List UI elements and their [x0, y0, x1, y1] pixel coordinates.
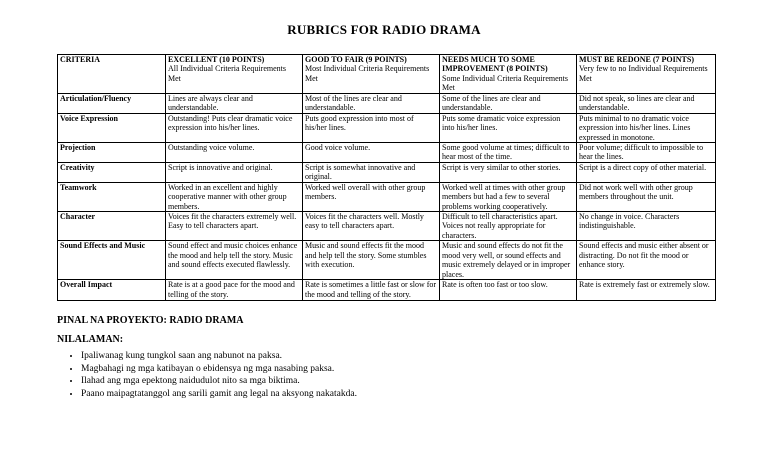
table-cell: Script is innovative and original.	[166, 163, 303, 183]
table-cell: Puts good expression into most of his/her lines.	[303, 113, 440, 142]
header-sublabel: All Individual Criteria Requirements Met	[168, 64, 286, 83]
table-cell: Difficult to tell characteristics apart. Voices not really appropriate for characters.	[440, 212, 577, 241]
table-cell: Poor volume; difficult to impossible to hear the lines.	[577, 143, 716, 163]
table-cell: Voices fit the characters well. Mostly easy to tell characters apart.	[303, 212, 440, 241]
table-cell: Lines are always clear and understandable.	[166, 94, 303, 114]
table-cell: Sound effect and music choices enhance the mood and help tell the story. Music and sound effects executed flawlessly.	[166, 241, 303, 280]
table-header-row	[58, 55, 716, 94]
content-label: NILALAMAN:	[57, 334, 124, 345]
table-row	[58, 280, 716, 301]
header-cell	[577, 55, 716, 94]
list-item: • Ilahad ang mga epektong naidudulot nito sa mga biktima.	[81, 375, 357, 388]
header-label: NEEDS MUCH TO SOME IMPROVEMENT (8 POINTS)	[442, 55, 548, 74]
table-cell: Rate is extremely fast or extremely slow.	[577, 280, 716, 301]
criteria-cell: Teamwork	[58, 182, 166, 211]
criteria-cell: Projection	[58, 143, 166, 163]
table-row	[58, 182, 716, 211]
header-sublabel: Most Individual Criteria Requirements Met	[305, 64, 430, 83]
table-cell: Some of the lines are clear and understandable.	[440, 94, 577, 114]
list-item: • Ipaliwanag kung tungkol saan ang nabunot na paksa.	[81, 350, 357, 363]
header-sublabel: Very few to no Individual Requirements Met	[579, 64, 708, 83]
table-cell: Rate is sometimes a little fast or slow for the mood and telling of the story.	[303, 280, 440, 301]
table-cell: Music and sound effects fit the mood and help tell the story. Some stumbles with execution.	[303, 241, 440, 280]
header-cell	[58, 55, 166, 94]
table-cell: Sound effects and music either absent or distracting. Do not fit the mood or enhance story.	[577, 241, 716, 280]
header-label: EXCELLENT (10 POINTS)	[168, 55, 265, 64]
content-list	[57, 350, 357, 400]
list-item: • Magbahagi ng mga katibayan o ebidensya ng mga nasabing paksa.	[81, 363, 357, 376]
table-cell: Script is somewhat innovative and original.	[303, 163, 440, 183]
table-cell: Puts minimal to no dramatic voice expression into his/her lines. Lines expressed in monotone.	[577, 113, 716, 142]
table-cell: Outstanding voice volume.	[166, 143, 303, 163]
table-row	[58, 241, 716, 280]
criteria-cell: Sound Effects and Music	[58, 241, 166, 280]
table-cell: Script is a direct copy of other material.	[577, 163, 716, 183]
criteria-cell: Voice Expression	[58, 113, 166, 142]
table-row	[58, 113, 716, 142]
header-cell	[303, 55, 440, 94]
criteria-cell: Overall Impact	[58, 280, 166, 301]
list-item: • Paano maipagtatanggol ang sarili gamit ang legal na aksyong nakatakda.	[81, 388, 357, 401]
table-cell: Rate is at a good pace for the mood and telling of the story.	[166, 280, 303, 301]
table-cell: No change in voice. Characters indistinguishable.	[577, 212, 716, 241]
table-row	[58, 143, 716, 163]
criteria-cell: Character	[58, 212, 166, 241]
table-row	[58, 94, 716, 114]
header-cell	[166, 55, 303, 94]
table-cell: Script is very similar to other stories.	[440, 163, 577, 183]
table-cell: Some good volume at times; difficult to hear most of the time.	[440, 143, 577, 163]
table-cell: Outstanding! Puts clear dramatic voice expression into his/her lines.	[166, 113, 303, 142]
table-cell: Did not speak, so lines are clear and understandable.	[577, 94, 716, 114]
table-cell: Rate is often too fast or too slow.	[440, 280, 577, 301]
table-cell: Worked well at times with other group members but had a few to several problems working cooperatively.	[440, 182, 577, 211]
criteria-cell: Articulation/Fluency	[58, 94, 166, 114]
table-cell: Most of the lines are clear and understandable.	[303, 94, 440, 114]
table-cell: Worked well overall with other group members.	[303, 182, 440, 211]
table-cell: Voices fit the characters extremely well. Easy to tell characters apart.	[166, 212, 303, 241]
table-cell: Music and sound effects do not fit the mood very well, or sound effects and music extremely delayed or in improper places.	[440, 241, 577, 280]
header-label: MUST BE REDONE (7 POINTS)	[579, 55, 694, 64]
table-cell: Puts some dramatic voice expression into his/her lines.	[440, 113, 577, 142]
rubric-table	[57, 54, 716, 301]
header-sublabel: Some Individual Criteria Requirements Met	[442, 73, 568, 93]
table-cell: Worked in an excellent and highly cooperative manner with other group members.	[166, 182, 303, 211]
project-title: PINAL NA PROYEKTO: RADIO DRAMA	[57, 315, 244, 326]
table-row	[58, 163, 716, 183]
criteria-cell: Creativity	[58, 163, 166, 183]
table-cell: Did not work well with other group members throughout the unit.	[577, 182, 716, 211]
table-row	[58, 212, 716, 241]
header-label: CRITERIA	[60, 55, 101, 64]
document-title: RUBRICS FOR RADIO DRAMA	[287, 22, 481, 37]
table-cell: Good voice volume.	[303, 143, 440, 163]
header-cell	[440, 55, 577, 94]
header-label: GOOD TO FAIR (9 POINTS)	[305, 55, 407, 64]
